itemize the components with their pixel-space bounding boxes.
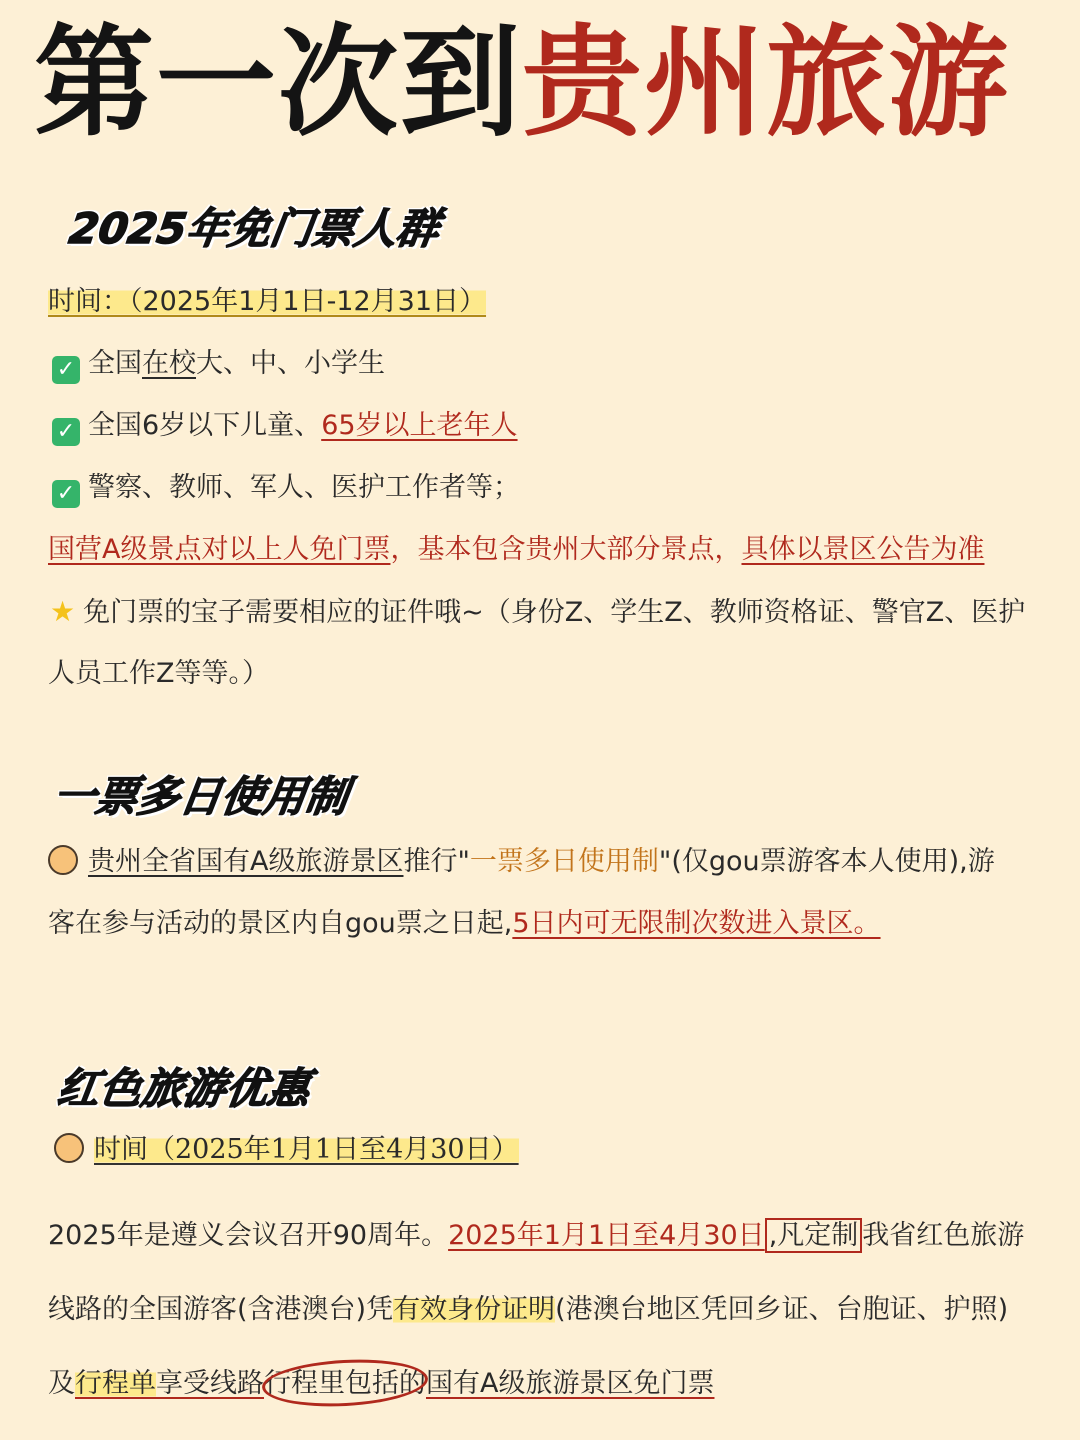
- list-item: ✓ 全国6岁以下儿童、65岁以上老年人: [52, 406, 518, 446]
- red-tourism-para-line1: 2025年是遵义会议召开90周年。2025年1月1日至4月30日 ,凡定制 我省红色旅游: [48, 1220, 1025, 1251]
- boxed-text: ,凡定制: [765, 1218, 863, 1253]
- checkmark-icon: ✓: [52, 418, 80, 446]
- title-part2: 贵州旅游: [522, 14, 1010, 153]
- checkmark-icon: ✓: [52, 480, 80, 508]
- free-ticket-time-text: 时间：（2025年1月1日-12月31日）: [48, 286, 487, 317]
- title-part1: 第一次到: [34, 14, 522, 153]
- list-item: ✓ 全国在校大、中、小学生: [52, 344, 385, 384]
- free-ticket-note: 国营A级景点对以上人免门票，基本包含贵州大部分景点，具体以景区公告为准: [48, 534, 985, 565]
- document-note: ★ 免门票的宝子需要相应的证件哦~（身份Z、学生Z、教师资格证、警官Z、医护: [50, 595, 1026, 628]
- list-item: ✓ 警察、教师、军人、医护工作者等；: [52, 468, 520, 508]
- orange-dot-icon: [48, 845, 78, 875]
- document-note-cont: 人员工作Z等等。）: [48, 658, 269, 689]
- orange-dot-icon: [54, 1133, 84, 1163]
- multi-day-line2: 客在参与活动的景区内自gou票之日起,5日内可无限制次数进入景区。: [48, 908, 881, 939]
- section-heading-multi-day: 一票多日使用制: [50, 772, 352, 821]
- red-tourism-para-line3: 及行程单享受线路行程里包括的国有A级旅游景区免门票: [48, 1368, 715, 1399]
- page-title: [34, 14, 1010, 154]
- multi-day-line1: 贵州全省国有A级旅游景区推行"一票多日使用制"(仅gou票游客本人使用),游: [48, 842, 995, 882]
- red-tourism-time: 时间（2025年1月1日至4月30日）: [54, 1130, 519, 1170]
- section-heading-free-tickets: 2025年免门票人群: [66, 204, 442, 253]
- free-ticket-time: [48, 282, 486, 322]
- red-tourism-para-line2: 线路的全国游客(含港澳台)凭有效身份证明(港澳台地区凭回乡证、台胞证、护照): [48, 1294, 1009, 1325]
- checkmark-icon: ✓: [52, 356, 80, 384]
- star-icon: ★: [50, 595, 76, 628]
- section-heading-red-tourism: 红色旅游优惠: [54, 1064, 314, 1113]
